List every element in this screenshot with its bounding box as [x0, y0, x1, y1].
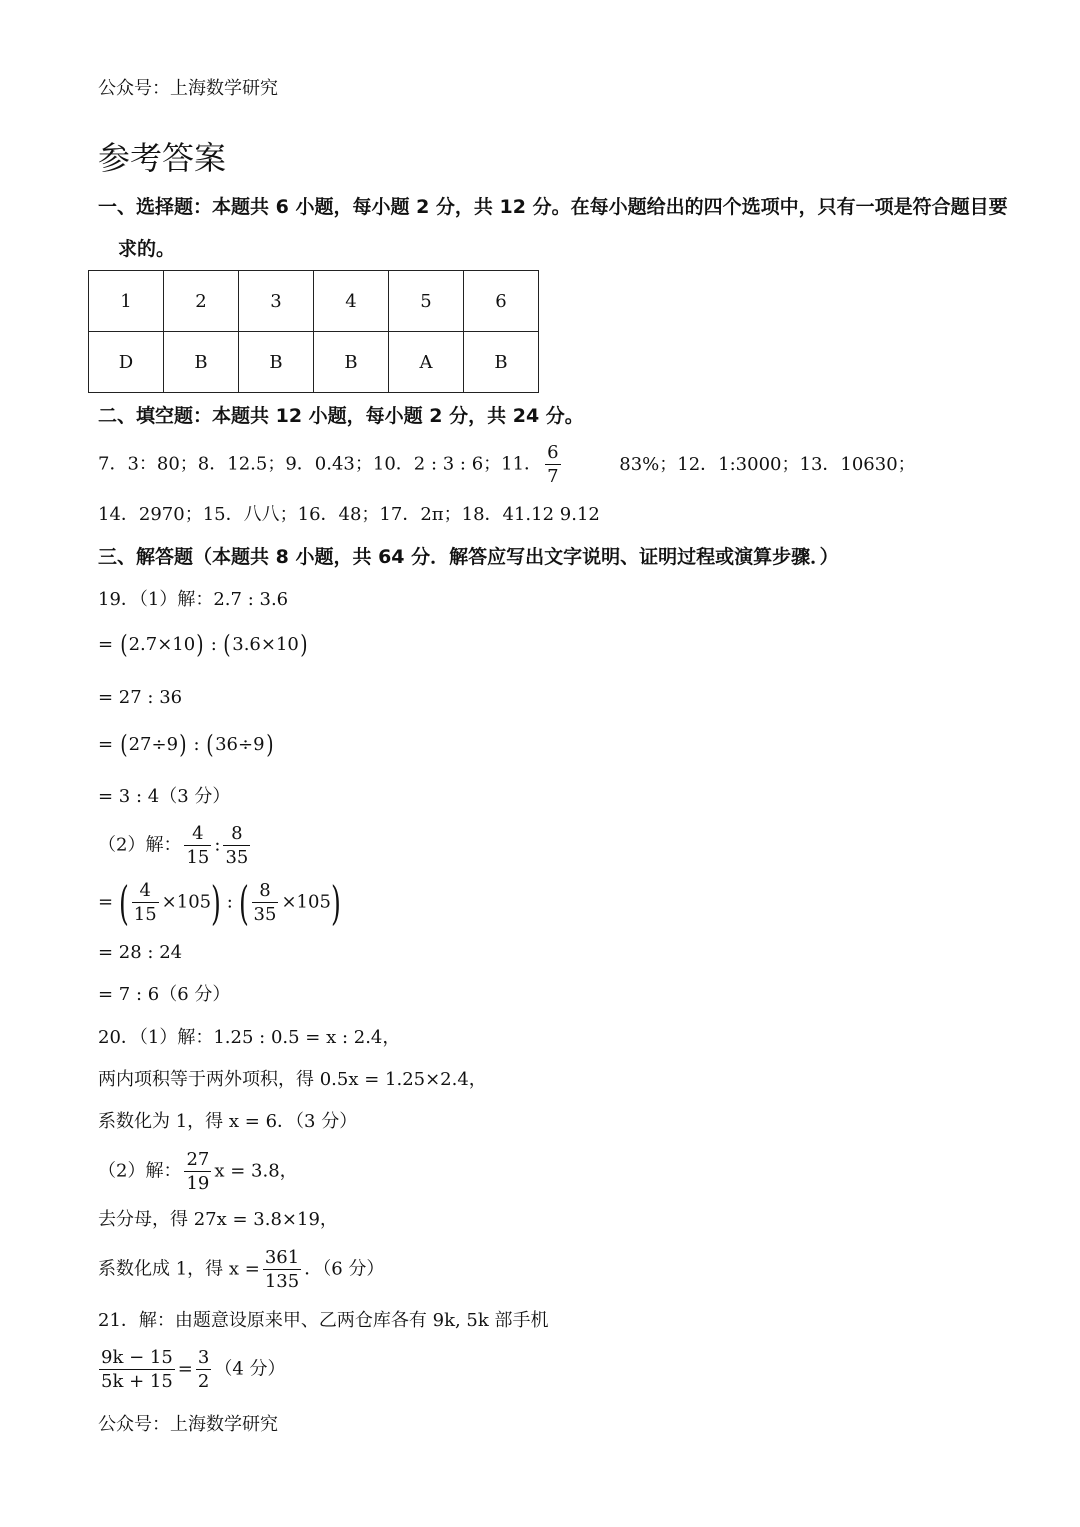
answer-number-cell: 1	[89, 271, 164, 332]
q21-score: （4 分）	[214, 1358, 286, 1380]
fraction-361-135	[263, 1246, 301, 1293]
q20-part2-label: （2）解：	[98, 1160, 182, 1182]
section1-heading-line1: 一、选择题：本题共 6 小题，每小题 2 分，共 12 分。在每小题给出的四个选项中，只有一项是符合题目要	[98, 196, 1008, 218]
q20-part2-step2-text: 系数化成 1，得 x =	[98, 1258, 260, 1280]
answer-number-cell: 5	[389, 271, 464, 332]
q19-step3: = (27÷9) : (36÷9)	[98, 730, 274, 759]
fraction-numerator: 3	[197, 1347, 210, 1368]
answer-table-letter-row	[89, 332, 539, 393]
page-header: 公众号：上海数学研究	[98, 78, 278, 99]
fill-answers-line1	[98, 441, 916, 488]
q20-part1-step1: 两内项积等于两外项积，得 0.5x = 1.25×2.4，	[98, 1069, 487, 1090]
q20-part2-step2-score: ．（6 分）	[304, 1258, 385, 1280]
answer-letter-cell: B	[239, 332, 314, 393]
page-title: 参考答案	[98, 139, 227, 177]
q19-part1-heading: 19．（1）解：2.7 : 3.6	[98, 589, 289, 610]
fraction-denominator: 7	[547, 466, 559, 487]
fraction-denominator: 135	[264, 1271, 300, 1292]
q21-equation: $\frac{9k - 15}{5k + 15}$ = $\frac{3}{2}$ （4 分）	[101, 1347, 286, 1392]
q19-part2-step3: = 7 : 6（6 分）	[98, 984, 231, 1005]
fill-answers-part-a: 7．3：80；8．12.5；9．0.43；10．2 : 3 : 6；11．	[98, 453, 543, 475]
fraction-denominator: 15	[186, 847, 210, 868]
fraction-4-15	[132, 879, 159, 926]
answer-letter-cell: B	[314, 332, 389, 393]
fraction-numerator: 4	[132, 879, 159, 903]
fraction-numerator: 8	[223, 822, 250, 846]
section2-heading: 二、填空题：本题共 12 小题，每小题 2 分，共 24 分。	[98, 405, 584, 427]
answer-number-cell: 4	[314, 271, 389, 332]
q19-part2-label: （2）解：	[98, 834, 182, 856]
answer-number-cell: 6	[464, 271, 539, 332]
q19-part2-heading: （2）解： $\frac{4}{15}$ : $\frac{8}{35}$	[98, 823, 249, 868]
fraction-left	[99, 1346, 175, 1393]
section1-heading-line2: 求的。	[118, 238, 176, 260]
answer-letter-cell: B	[464, 332, 539, 393]
fraction-numerator: 8	[252, 879, 279, 903]
answer-number-cell: 2	[164, 271, 239, 332]
fraction-3-2	[196, 1346, 211, 1393]
fraction-denominator: 15	[133, 904, 157, 925]
fraction-six-sevenths	[545, 441, 560, 488]
q19-step4: = 3 : 4（3 分）	[98, 786, 231, 807]
q20-part2-equation-rest: x = 3.8，	[214, 1160, 298, 1182]
q19-step1-left: 2.7×10	[128, 634, 196, 655]
q19-part2-step2: = 28 : 24	[98, 942, 183, 963]
fraction-numerator: 9k − 15	[101, 1347, 173, 1368]
fill-answers-part-b: 83%；12．1:3000；13．10630；	[619, 453, 916, 475]
fraction-denominator: 2	[197, 1371, 210, 1392]
q20-part2-step2	[98, 1246, 384, 1293]
fill-answers-line2: 14．2970；15．八八；16．48；17．2π；18．41.12 9.12	[98, 504, 600, 525]
fraction-numerator: 6	[547, 442, 559, 463]
fraction-numerator: 4	[184, 822, 211, 846]
q20-part1-heading: 20．（1）解：1.25 : 0.5 = x : 2.4，	[98, 1027, 401, 1048]
answer-letter-cell: B	[164, 332, 239, 393]
q19-step3-left: 27÷9	[128, 734, 179, 755]
q21-heading: 21．解：由题意设原来甲、乙两仓库各有 9k, 5k 部手机	[98, 1310, 549, 1331]
q19-step3-right: 36÷9	[215, 734, 265, 755]
fraction-27-19	[184, 1148, 211, 1195]
multiplier: ×105	[161, 891, 212, 913]
fraction-denominator: 19	[186, 1173, 210, 1194]
fraction-numerator: 27	[186, 1149, 210, 1170]
page-footer: 公众号：上海数学研究	[98, 1414, 278, 1435]
multiplier: ×105	[281, 891, 331, 913]
fraction-denominator: 5k + 15	[101, 1371, 173, 1392]
q19-step2: = 27 : 36	[98, 687, 183, 708]
q20-part1-step2: 系数化为 1，得 x = 6．（3 分）	[98, 1111, 358, 1132]
fraction-8-35	[223, 822, 250, 869]
q20-part2-heading	[98, 1148, 298, 1195]
answer-number-cell: 3	[239, 271, 314, 332]
fraction-4-15	[184, 822, 211, 869]
section3-heading: 三、解答题（本题共 8 小题，共 64 分．解答应写出文字说明、证明过程或演算步骤．）	[98, 546, 839, 568]
answer-letter-cell: D	[89, 332, 164, 393]
fraction-8-35	[252, 879, 279, 926]
fraction-numerator: 361	[264, 1247, 300, 1268]
q19-step1-right: 3.6×10	[232, 634, 299, 655]
answer-table-number-row	[89, 271, 539, 332]
q19-part2-step1: = ( $\frac{4}{15}$ ×105) : ( $\frac{8}{35}$ ×105)	[98, 875, 341, 930]
answer-table	[88, 270, 539, 393]
answer-letter-cell: A	[389, 332, 464, 393]
q19-step1: = (2.7×10) : (3.6×10)	[98, 630, 308, 659]
fraction-denominator: 35	[253, 904, 277, 925]
q20-part2-step1: 去分母，得 27x = 3.8×19，	[98, 1209, 338, 1230]
fraction-denominator: 35	[225, 847, 249, 868]
